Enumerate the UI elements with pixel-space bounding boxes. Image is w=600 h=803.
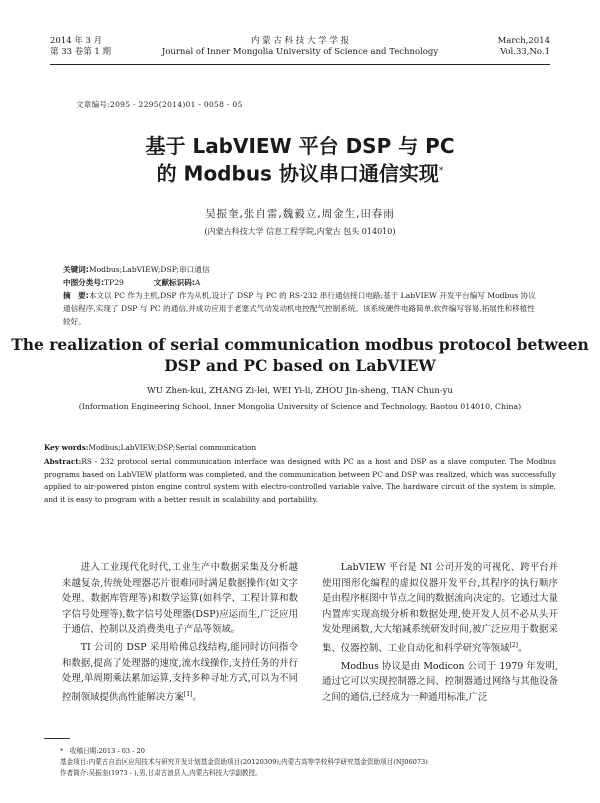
body-paragraph: 进入工业现代化时代,工业生产中数据采集及分析越来越复杂,传统处理器芯片很难同时满足数据操作(如文字处理、数据库管理等)和数学运算(如科学、工程计算和数字信号处理等),数字信号处理器(DSP)应运而生,广泛应用于通信、控制以及消费类电子产品等领域。	[62, 562, 298, 636]
citation-ref: [2]	[509, 641, 519, 649]
title-zh-line2	[0, 159, 600, 187]
keywords-zh-text: Modbus;LabVIEW;DSP;串口通信	[88, 265, 210, 274]
abstract-zh-text: 本文以 PC 作为主机,DSP 作为从机,设计了 DSP 与 PC 的 RS-232 串行通信接口电路;基于 LabVIEW 开发平台编写 Modbus 协议通信程序,实现了 DSP 与 PC 的通信,并成功应用于老塞式气动发动机电控配气控制系统。该系统硬件电路简单,软件编写容易,拓展性和移植性较好。	[63, 291, 536, 326]
header-date-zh: 2014 年 3 月	[50, 36, 103, 46]
abstract-en	[44, 456, 556, 506]
footnote-author: 作者简介:吴振奎(1973 - ),男,甘肃古浪县人,内蒙古科技大学副教授。	[60, 768, 262, 777]
keywords-en	[44, 442, 556, 455]
authors-en: WU Zhen-kui, ZHANG Zi-lei, WEI Yi-li, ZHOU Jin-sheng, TIAN Chun-yu	[147, 386, 453, 396]
footnote-received: * 收稿日期:2013 - 03 - 20	[60, 747, 145, 755]
body-text-end: 。	[518, 643, 528, 655]
classification-value: TP29	[104, 278, 124, 287]
header-journal	[50, 36, 550, 58]
classification-row	[63, 276, 537, 289]
title-en	[0, 334, 600, 376]
keywords-en-text: Modbus;LabVIEW;DSP;Serial communication	[88, 443, 257, 452]
keywords-zh-label: 关键词:	[63, 265, 89, 274]
abstract-zh	[63, 289, 537, 328]
abstract-en-text: RS - 232 protocol serial communication interface was designed with PC as a host and DSP as a slave computer. The Modbus programs based on LabVIEW platform was completed, and the communication between PC and DSP was realized, which was successfully applied to air-powered piston engine control system with electro-controlled variable valve. The hardware circuit of the system is simple, and it is easy to program with a better result in scalability and portability.	[44, 457, 556, 504]
body-text: LabVIEW 平台是 NI 公司开发的可视化、跨平台并使用图形化编程的虚拟仪器开发平台,其程序的执行顺序是由程序框图中节点之间的数据流向决定的。它通过大量内置库实现高级分析和数据处理,使开发人员不必从头开发处理函数,大大缩减系统研发时间,被广泛应用于数据采集、仪器控制、工业自动化和科学研究等领域	[322, 562, 558, 655]
header-journal-zh: 内 蒙 古 科 技 大 学 学 报	[250, 36, 350, 46]
header-issue-en	[498, 36, 550, 58]
abstract-en-label: Abstract:	[44, 457, 82, 466]
title-zh-line1: 基于 LabVIEW 平台 DSP 与 PC	[145, 134, 455, 158]
body-paragraph: Modbus 协议是由 Modicon 公司于 1979 年发明,通过它可以实现控制器之间、控制器通过网络与其他设备之间的通信,已经成为一种通用标准,广泛	[322, 660, 558, 703]
header-rule	[50, 64, 550, 65]
body-paragraph	[62, 640, 298, 706]
body-paragraph	[322, 560, 558, 657]
footnote-rule	[44, 738, 70, 739]
keywords-en-label: Key words:	[44, 443, 89, 452]
body-text-end: 。	[192, 691, 202, 703]
header-journal-en: Journal of Inner Mongolia University of Science and Technology	[161, 47, 439, 57]
running-header	[50, 36, 550, 66]
title-footnote-mark: *	[438, 166, 444, 176]
header-date-en: March,2014	[497, 36, 550, 46]
title-en-line2: DSP and PC based on LabVIEW	[164, 356, 436, 375]
header-volume-en: Vol.33,No.1	[500, 47, 550, 57]
abstract-zh-label: 摘 要:	[63, 291, 89, 300]
footnote-fund: 基金项目:内蒙古自治区应用技术与研究开发计划基金资助项目(20120309);内蒙古高等学校科学研究基金资助项目(NJ06073)	[60, 757, 428, 766]
classification-label: 中图分类号:	[63, 278, 105, 287]
header-volume-zh: 第 33 卷第 1 期	[50, 47, 112, 57]
body-text: TI 公司的 DSP 采用哈佛总线结构,能同时访问指令和数据,提高了处理器的速度,流水线操作,支持任务的并行处理,单周期乘法累加运算,支持多种寻址方式,可以为不同控制领域提供高性能解决方案	[62, 641, 298, 703]
title-en-line1: The realization of serial communication modbus protocol between	[11, 335, 589, 354]
affiliation-zh: (内蒙古科技大学 信息工程学院,内蒙古 包头 014010)	[204, 227, 396, 236]
body-column-left	[62, 560, 298, 707]
affiliation-en: (Information Engineering School, Inner Mongolia University of Science and Technology, Baotou 014010, China)	[78, 402, 522, 411]
title-zh	[0, 134, 600, 187]
document-code-label: 文献标识码:	[153, 278, 195, 287]
article-number: 文章编号:2095 - 2295(2014)01 - 0058 - 05	[76, 100, 243, 109]
title-zh-line2-text: 的 Modbus 协议串口通信实现	[156, 161, 439, 186]
authors-zh: 吴振奎,张自雷,魏毅立,周金生,田春雨	[205, 208, 395, 220]
document-code-value: A	[194, 278, 201, 287]
footnotes	[60, 746, 556, 778]
body-column-right	[322, 560, 558, 707]
citation-ref: [1]	[183, 690, 193, 698]
keywords-zh	[63, 263, 537, 276]
